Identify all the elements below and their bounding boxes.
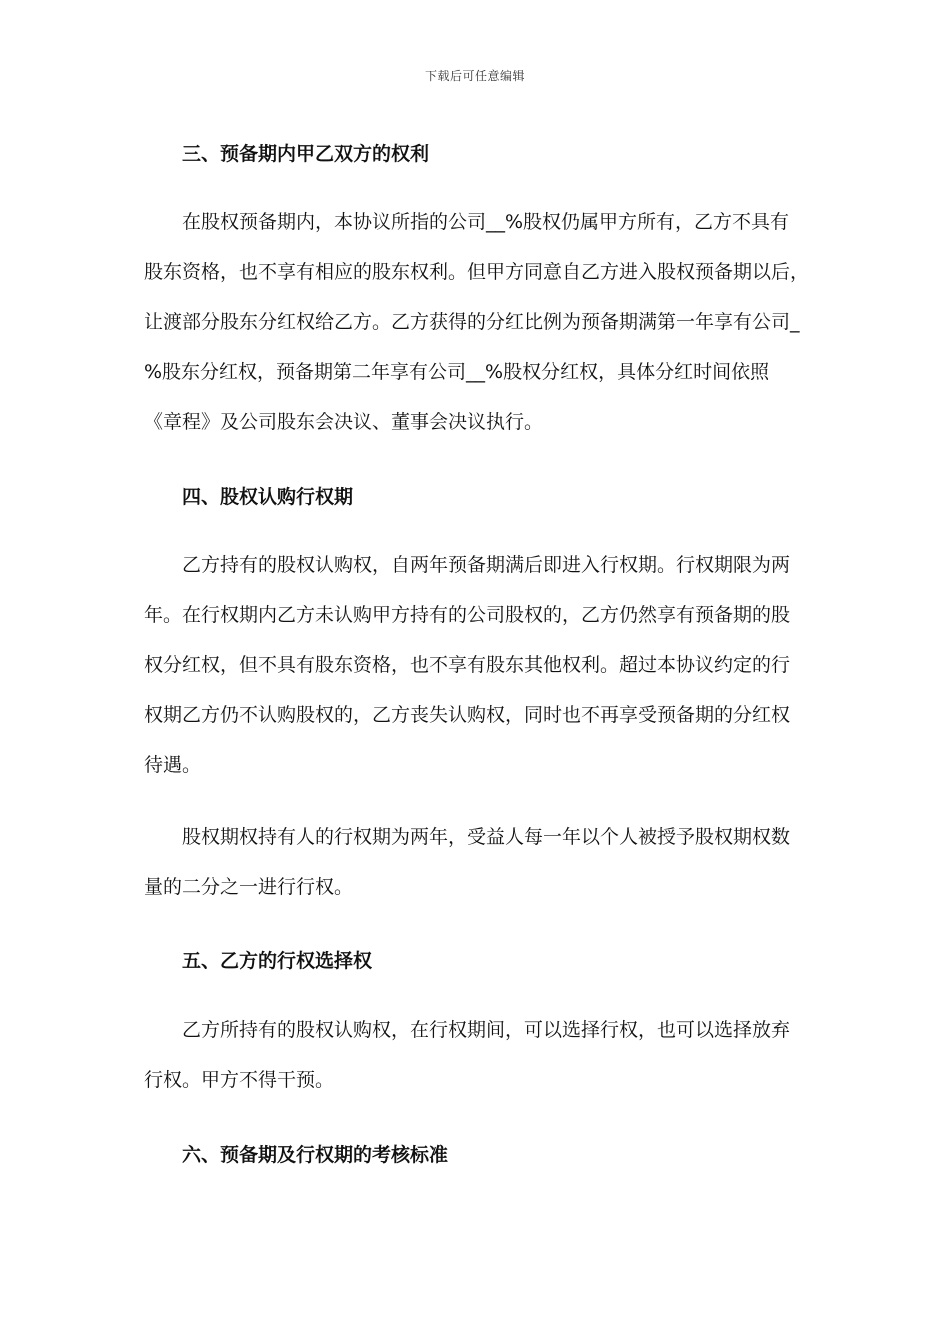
section-heading-5: 五、乙方的行权选择权 bbox=[182, 950, 373, 972]
paragraph-line: 股东资格，也不享有相应的股东权利。但甲方同意自乙方进入股权预备期以后， bbox=[144, 261, 810, 283]
paragraph-line: 乙方持有的股权认购权，自两年预备期满后即进入行权期。行权期限为两 bbox=[182, 554, 791, 576]
paragraph-line: 股权期权持有人的行权期为两年，受益人每一年以个人被授予股权期权数 bbox=[182, 826, 791, 848]
paragraph-line: 乙方所持有的股权认购权，在行权期间，可以选择行权，也可以选择放弃 bbox=[182, 1019, 791, 1041]
paragraph-line: 让渡部分股东分红权给乙方。乙方获得的分红比例为预备期满第一年享有公司_ bbox=[144, 311, 800, 333]
paragraph-line: 权分红权，但不具有股东资格，也不享有股东其他权利。超过本协议约定的行 bbox=[144, 654, 791, 676]
paragraph-line: 年。在行权期内乙方未认购甲方持有的公司股权的，乙方仍然享有预备期的股 bbox=[144, 604, 791, 626]
paragraph-line: 在股权预备期内，本协议所指的公司__%股权仍属甲方所有，乙方不具有 bbox=[182, 211, 790, 233]
paragraph-line: 权期乙方仍不认购股权的，乙方丧失认购权，同时也不再享受预备期的分红权 bbox=[144, 704, 791, 726]
paragraph-line: 《章程》及公司股东会决议、董事会决议执行。 bbox=[144, 411, 544, 433]
paragraph-line: 行权。甲方不得干预。 bbox=[144, 1069, 335, 1091]
paragraph-line: 量的二分之一进行行权。 bbox=[144, 876, 354, 898]
section-heading-6: 六、预备期及行权期的考核标准 bbox=[182, 1144, 449, 1166]
page-header: 下载后可任意编辑 bbox=[424, 69, 525, 83]
section-heading-4: 四、股权认购行权期 bbox=[182, 486, 354, 508]
paragraph-line: %股东分红权，预备期第二年享有公司__%股权分红权，具体分红时间依照 bbox=[144, 361, 770, 383]
section-heading-3: 三、预备期内甲乙双方的权利 bbox=[182, 143, 430, 165]
paragraph-line: 待遇。 bbox=[144, 754, 202, 776]
